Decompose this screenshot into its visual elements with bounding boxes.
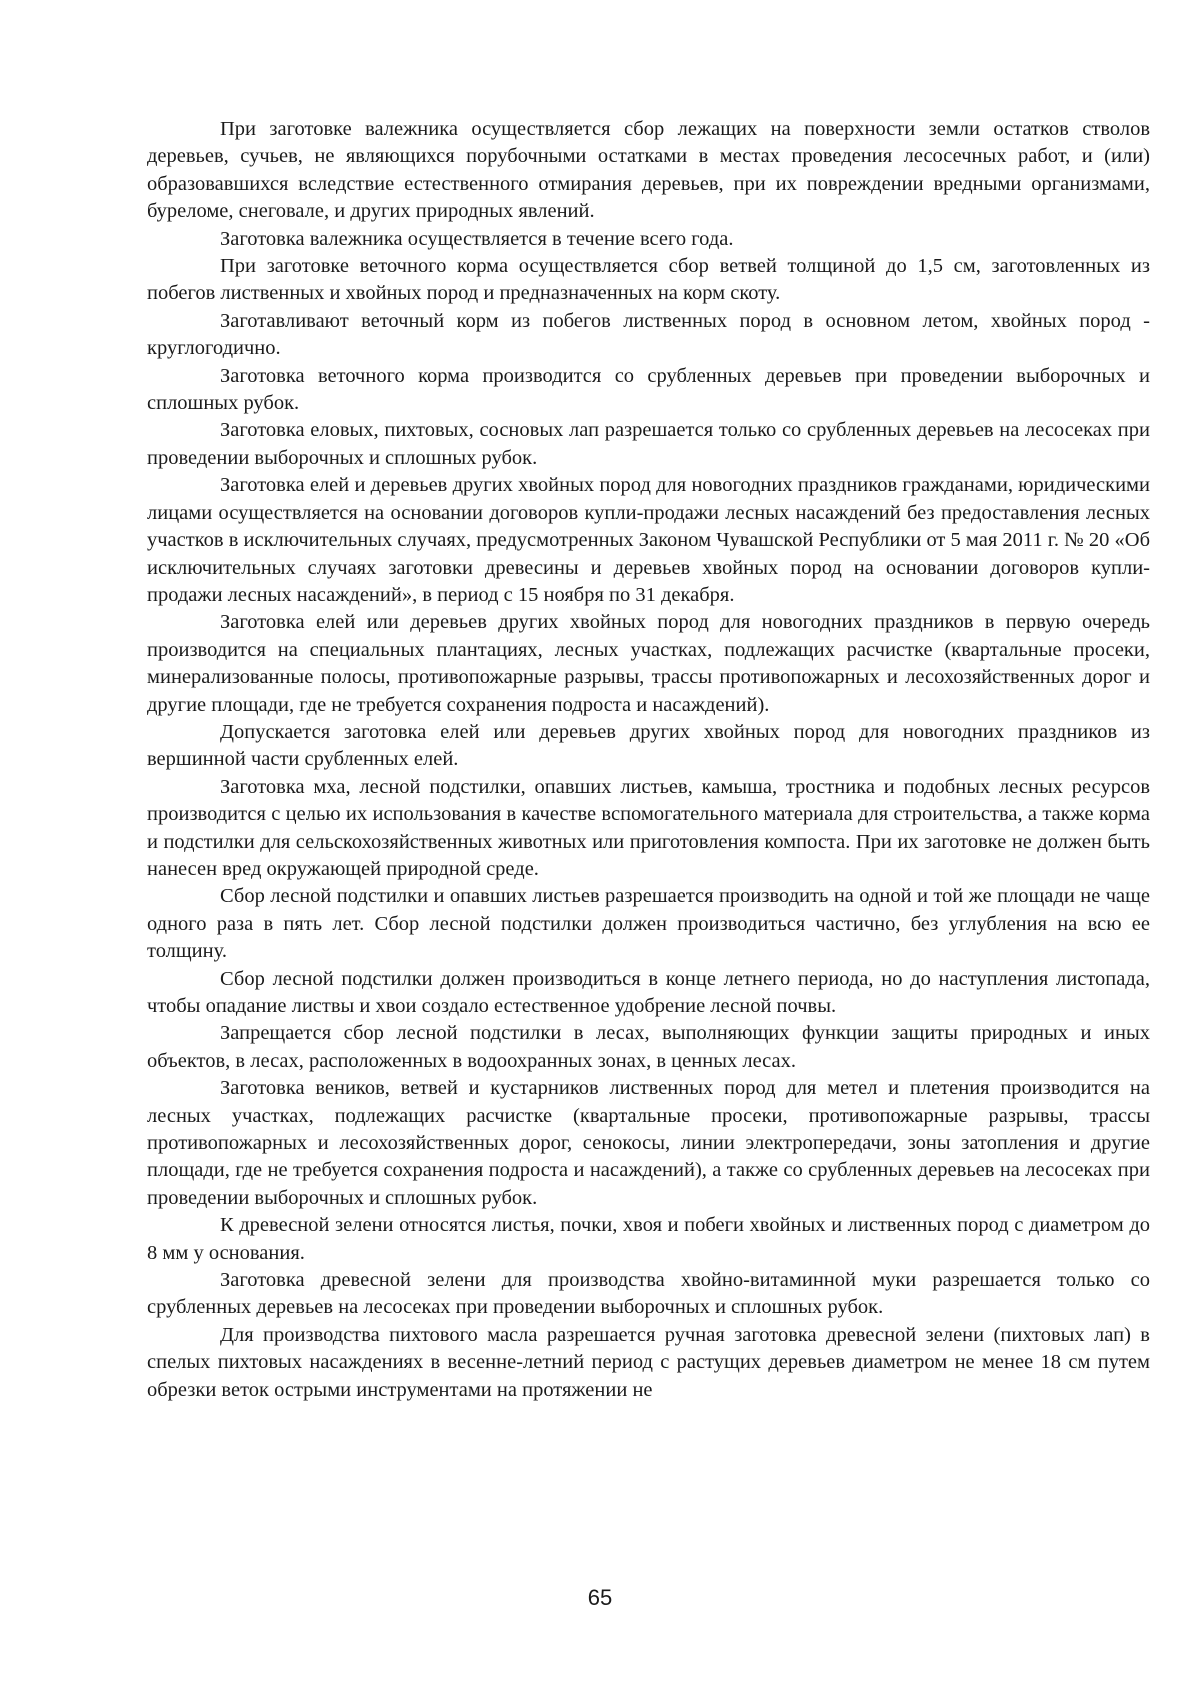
paragraph-12: Сбор лесной подстилки должен производиться в конце летнего периода, но до наступления листопада, чтобы опадание листвы и хвои создало естественное удобрение лесной почвы. — [147, 967, 1150, 1017]
paragraph-6: Заготовка еловых, пихтовых, сосновых лап разрешается только со срубленных деревьев на лесосеках при проведении выборочных и сплошных рубок. — [147, 419, 1150, 469]
paragraph-1: При заготовке валежника осуществляется сбор лежащих на поверхности земли остатков стволов деревьев, сучьев, не являющихся порубочными остатками в местах проведения лесосечных работ, и (или) образовавшихся вследствие естественного отмирания деревьев, при их повреждении вредными организмами, буреломе, снеговале, и других природных явлений. — [147, 118, 1150, 223]
paragraph-9: Допускается заготовка елей или деревьев других хвойных пород для новогодних праздников из вершинной части срубленных елей. — [147, 720, 1150, 771]
paragraph-15: К древесной зелени относятся листья, почки, хвоя и побеги хвойных и лиственных пород с диаметром до 8 мм у основания. — [147, 1214, 1150, 1264]
paragraph-10: Заготовка мха, лесной подстилки, опавших листьев, камыша, тростника и подобных лесных ресурсов производится с целью их использования в качестве вспомогательного материала для строительства, а также корма и подстилки для сельскохозяйственных животных или приготовления компоста. При их заготовке не должен быть нанесен вред окружающей природной среде. — [147, 775, 1150, 880]
paragraph-4: Заготавливают веточный корм из побегов лиственных пород в основном летом, хвойных пород - круглогодично. — [147, 309, 1150, 360]
paragraph-3: При заготовке веточного корма осуществляется сбор ветвей толщиной до 1,5 см, заготовленных из побегов лиственных и хвойных пород и предназначенных на корм скоту. — [147, 255, 1150, 305]
paragraph-8: Заготовка елей или деревьев других хвойных пород для новогодних праздников в первую очередь производится на специальных плантациях, лесных участках, подлежащих расчистке (квартальные просеки, минерализованные полосы, противопожарные разрывы, трассы противопожарных и лесохозяйственных дорог и другие площади, где не требуется сохранения подроста и насаждений). — [147, 611, 1150, 716]
paragraph-14: Заготовка веников, ветвей и кустарников лиственных пород для метел и плетения производится на лесных участках, подлежащих расчистке (квартальные просеки, противопожарные разрывы, трассы противопожарных и лесохозяйственных дорог, сенокосы, линии электропередачи, зоны затопления и другие площади, где не требуется сохранения подроста и насаждений), а также со срубленных деревьев на лесосеках при проведении выборочных и сплошных рубок. — [147, 1077, 1150, 1209]
paragraph-17: Для производства пихтового масла разрешается ручная заготовка древесной зелени (пихтовых лап) в спелых пихтовых насаждениях в весенне-летний период с растущих деревьев диаметром не менее 18 см путем обрезки веток острыми инструментами на протяжении не — [147, 1323, 1150, 1401]
paragraph-5: Заготовка веточного корма производится со срубленных деревьев при проведении выборочных и сплошных рубок. — [147, 364, 1150, 415]
paragraph-16: Заготовка древесной зелени для производства хвойно-витаминной муки разрешается только со срубленных деревьев на лесосеках при проведении выборочных и сплошных рубок. — [147, 1269, 1150, 1319]
paragraph-13: Запрещается сбор лесной подстилки в лесах, выполняющих функции защиты природных и иных объектов, в лесах, расположенных в водоохранных зонах, в ценных лесах. — [147, 1022, 1150, 1072]
paragraph-2: Заготовка валежника осуществляется в течение всего года. — [220, 227, 734, 250]
page-body — [147, 116, 1150, 1404]
paragraph-7: Заготовка елей и деревьев других хвойных пород для новогодних праздников гражданами, юридическими лицами осуществляется на основании договоров купли-продажи лесных насаждений без предоставления лесных участков в исключительных случаях, предусмотренных Законом Чувашской Республики от 5 мая 2011 г. № 20 «Об исключительных случаях заготовки древесины и деревьев хвойных пород на основании договоров купли-продажи лесных насаждений», в период с 15 ноября по 31 декабря. — [147, 474, 1150, 606]
paragraph-11: Сбор лесной подстилки и опавших листьев разрешается производить на одной и той же площади не чаще одного раза в пять лет. Сбор лесной подстилки должен производиться частично, без углубления на всю ее толщину. — [147, 885, 1150, 963]
page-number: 65 — [587, 1585, 613, 1610]
